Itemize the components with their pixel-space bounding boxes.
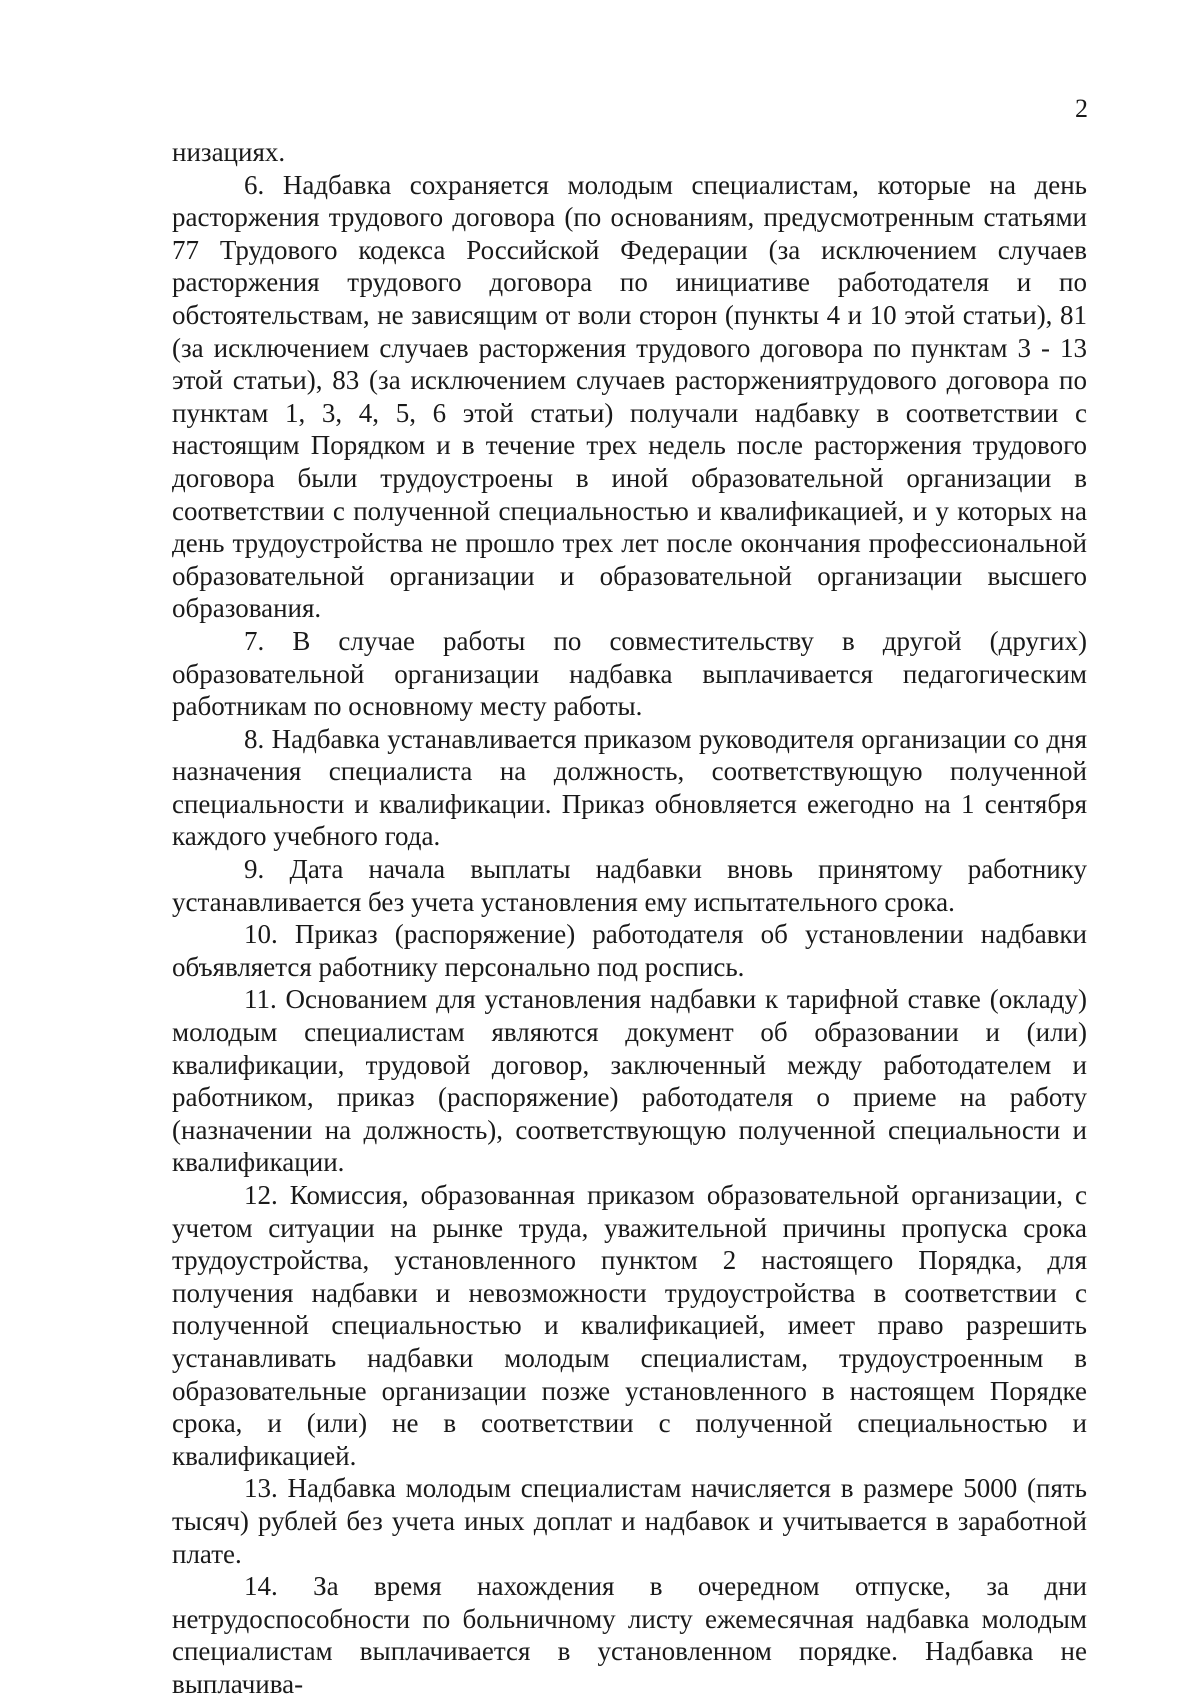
paragraph-item-12: 12. Комиссия, образованная приказом образовательной организации, с учетом ситуации на рынке труда, уважительной причины пропуска срока трудоустройства, установленного пунктом 2 настоящего Порядка, для получения надбавки и невозможности трудоустройства в соответствии с полученной специальностью и квалификацией, имеет право разрешить устанавливать надбавки молодым специалистам, трудоустроенным в образовательные организации позже установленного в настоящем Порядке срока, и (или) не в соответствии с полученной специальностью и квалификацией. — [172, 1180, 1087, 1471]
paragraph-item-9: 9. Дата начала выплаты надбавки вновь принятому работнику устанавливается без учета установления ему испытательного срока. — [172, 854, 1087, 917]
paragraph-item-8: 8. Надбавка устанавливается приказом руководителя организации со дня назначения специалиста на должность, соответствующую полученной специальности и квалификации. Приказ обновляется ежегодно на 1 сентября каждого учебного года. — [172, 723, 1087, 852]
paragraph-item-6: 6. Надбавка сохраняется молодым специалистам, которые на день расторжения трудового договора (по основаниям, предусмотренным статьями 77 Трудового кодекса Российской Федерации (за исключением случаев расторжения трудового договора по инициативе работодателя и по обстоятельствам, не зависящим от воли сторон (пункты 4 и 10 этой статьи), 81 (за исключением случаев расторжения трудового договора по пунктам 3 - 13 этой статьи), 83 (за исключением случаев расторжениятрудового договора по пунктам 1, 3, 4, 5, 6 этой статьи) получали надбавку в соответствии с настоящим Порядком и в течение трех недель после расторжения трудового договора были трудоустроены в иной образовательной организации в соответствии с полученной специальностью и квалификацией, и у которых на день трудоустройства не прошло трех лет после окончания профессиональной образовательной организации и образовательной организации высшего образования. — [172, 169, 1087, 624]
paragraph-item-11: 11. Основанием для установления надбавки к тарифной ставке (окладу) молодым специалистам являются документ об образовании и (или) квалификации, трудовой договор, заключенный между работодателем и работником, приказ (распоряжение) работодателя о приеме на работу (назначении на должность), соответствующую полученной специальности и квалификации. — [172, 984, 1087, 1178]
paragraph-item-10: 10. Приказ (распоряжение) работодателя об установлении надбавки объявляется работнику персонально под роспись. — [172, 919, 1087, 982]
document-body — [172, 136, 1087, 1701]
page-number: 2 — [1075, 94, 1088, 123]
paragraph-item-14: 14. За время нахождения в очередном отпуске, за дни нетрудоспособности по больничному листу ежемесячная надбавка молодым специалистам выплачивается в установленном порядке. Надбавка не выплачива- — [172, 1571, 1087, 1699]
paragraph-continuation: низациях. — [172, 137, 286, 167]
paragraph-item-13: 13. Надбавка молодым специалистам начисляется в размере 5000 (пять тысяч) рублей без учета иных доплат и надбавок и учитывается в заработной плате. — [172, 1473, 1087, 1569]
paragraph-item-7: 7. В случае работы по совместительству в другой (других) образовательной организации надбавка выплачивается педагогическим работникам по основному месту работы. — [172, 625, 1087, 722]
